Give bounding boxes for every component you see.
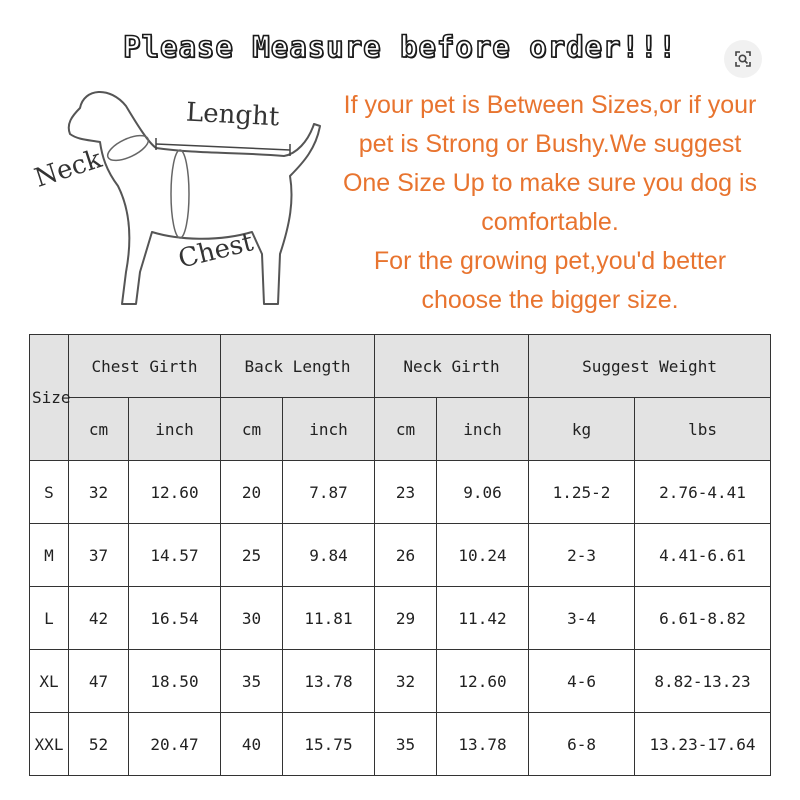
table-row [30, 713, 771, 776]
table-row [30, 524, 771, 587]
neck-girth-header: Neck Girth [375, 335, 529, 398]
table-cell: 37 [69, 524, 129, 587]
page-heading: Please Measure before order!!! [123, 30, 677, 64]
table-cell: 40 [221, 713, 283, 776]
unit-header: cm [375, 398, 437, 461]
size-cell: XL [30, 650, 69, 713]
table-cell: 4-6 [529, 650, 635, 713]
table-cell: 11.42 [437, 587, 529, 650]
table-cell: 30 [221, 587, 283, 650]
table-cell: 47 [69, 650, 129, 713]
suggest-weight-header: Suggest Weight [529, 335, 771, 398]
unit-header: cm [221, 398, 283, 461]
table-cell: 11.81 [283, 587, 375, 650]
chest-label: Chest [175, 227, 257, 275]
table-row [30, 587, 771, 650]
table-cell: 9.84 [283, 524, 375, 587]
size-cell: L [30, 587, 69, 650]
table-cell: 23 [375, 461, 437, 524]
advice-paragraph-growing-pet: For the growing pet,you'd better choose the bigger size. [373, 247, 727, 314]
table-cell: 13.78 [283, 650, 375, 713]
size-chart-table [29, 334, 771, 776]
table-cell: 7.87 [283, 461, 375, 524]
table-cell: 35 [375, 713, 437, 776]
table-cell: 13.78 [437, 713, 529, 776]
table-cell: 2-3 [529, 524, 635, 587]
table-cell: 20 [221, 461, 283, 524]
table-cell: 20.47 [129, 713, 221, 776]
size-cell: XXL [30, 713, 69, 776]
lens-search-button[interactable] [724, 40, 762, 78]
table-cell: 29 [375, 587, 437, 650]
table-cell: 9.06 [437, 461, 529, 524]
lens-search-icon [733, 49, 753, 69]
length-label: Lenght [185, 97, 280, 133]
table-cell: 4.41-6.61 [635, 524, 771, 587]
back-length-header: Back Length [221, 335, 375, 398]
table-cell: 2.76-4.41 [635, 461, 771, 524]
size-chart-unit-header-row [30, 398, 771, 461]
table-cell: 14.57 [129, 524, 221, 587]
chest-girth-header: Chest Girth [69, 335, 221, 398]
size-cell: S [30, 461, 69, 524]
unit-header: inch [437, 398, 529, 461]
size-cell: M [30, 524, 69, 587]
unit-header: kg [529, 398, 635, 461]
table-cell: 6.61-8.82 [635, 587, 771, 650]
length-measure-line [156, 144, 290, 150]
unit-header: cm [69, 398, 129, 461]
table-cell: 12.60 [437, 650, 529, 713]
advice-paragraph-between-sizes: If your pet is Between Sizes,or if your pet is Strong or Bushy.We suggest One Size Up to make sure you dog is comfortable. [342, 91, 758, 236]
table-cell: 32 [375, 650, 437, 713]
unit-header: inch [283, 398, 375, 461]
table-cell: 18.50 [129, 650, 221, 713]
table-cell: 16.54 [129, 587, 221, 650]
table-cell: 1.25-2 [529, 461, 635, 524]
table-cell: 35 [221, 650, 283, 713]
table-cell: 26 [375, 524, 437, 587]
sizing-advice [340, 86, 760, 320]
size-chart-group-header-row [30, 335, 771, 398]
size-column-header: Size [30, 335, 69, 461]
table-cell: 3-4 [529, 587, 635, 650]
unit-header: inch [129, 398, 221, 461]
table-cell: 42 [69, 587, 129, 650]
table-cell: 15.75 [283, 713, 375, 776]
table-cell: 10.24 [437, 524, 529, 587]
table-cell: 6-8 [529, 713, 635, 776]
table-cell: 32 [69, 461, 129, 524]
unit-header: lbs [635, 398, 771, 461]
table-cell: 8.82-13.23 [635, 650, 771, 713]
table-cell: 52 [69, 713, 129, 776]
table-row [30, 461, 771, 524]
table-cell: 12.60 [129, 461, 221, 524]
neck-label: Neck [31, 144, 106, 194]
table-row [30, 650, 771, 713]
table-cell: 13.23-17.64 [635, 713, 771, 776]
table-cell: 25 [221, 524, 283, 587]
